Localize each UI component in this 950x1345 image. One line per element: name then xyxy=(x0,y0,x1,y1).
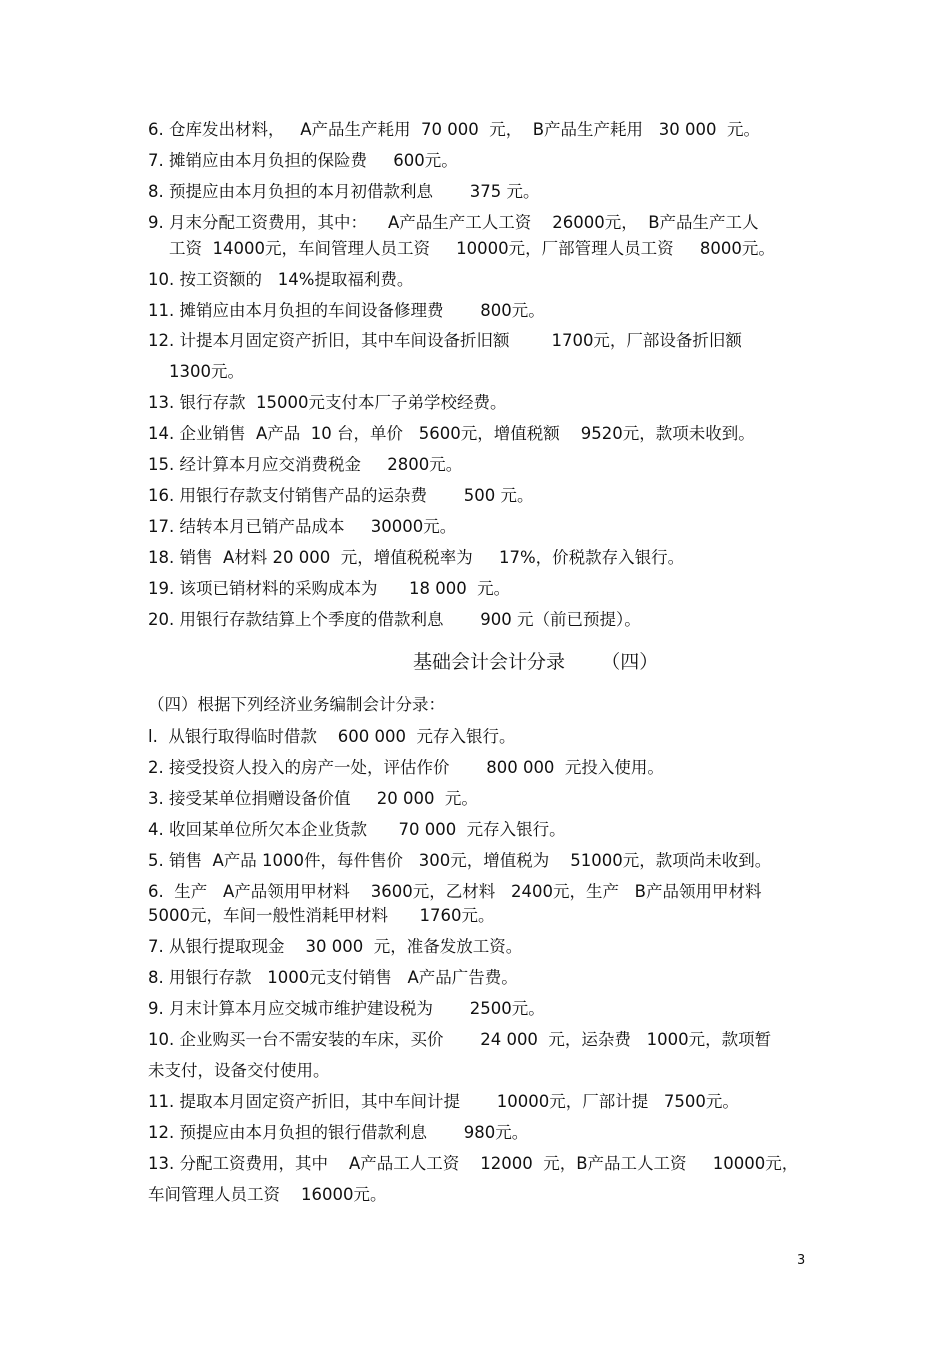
entry-line: 1300元。 xyxy=(148,362,244,381)
entry-line: 9. 月末计算本月应交城市维护建设税为 2500元。 xyxy=(148,999,545,1018)
entry-line: 未支付，设备交付使用。 xyxy=(148,1061,330,1080)
page-number: 3 xyxy=(797,1253,806,1268)
entry-line: 12. 计提本月固定资产折旧，其中车间设备折旧额 1700元，厂部设备折旧额 xyxy=(148,331,742,350)
entry-line: 9. 月末分配工资费用，其中： A产品生产工人工资 26000元， B产品生产工人 xyxy=(148,213,759,232)
entry-line: 16. 用银行存款支付销售产品的运杂费 500 元。 xyxy=(148,486,534,505)
entry-line: 15. 经计算本月应交消费税金 2800元。 xyxy=(148,455,463,474)
entry-line: 13. 银行存款 15000元支付本厂子弟学校经费。 xyxy=(148,393,507,412)
entry-line: l. 从银行取得临时借款 600 000 元存入银行。 xyxy=(148,727,516,746)
entry-line: 7. 从银行提取现金 30 000 元，准备发放工资。 xyxy=(148,937,523,956)
entry-line: 5. 销售 A产品 1000件，每件售价 300元，增值税为 51000元，款项尚未收到。 xyxy=(148,851,772,870)
section-title: 基础会计会计分录 （四） xyxy=(413,651,659,673)
entry-line: 20. 用银行存款结算上个季度的借款利息 900 元（前已预提）。 xyxy=(148,610,641,629)
entry-line: 工资 14000元，车间管理人员工资 10000元，厂部管理人员工资 8000元。 xyxy=(148,239,775,258)
entry-line: 18. 销售 A材料 20 000 元，增值税税率为 17%，价税款存入银行。 xyxy=(148,548,685,567)
entry-line: 10. 企业购买一台不需安装的车床，买价 24 000 元，运杂费 1000元，款项暂 xyxy=(148,1030,772,1049)
entry-line: 8. 预提应由本月负担的本月初借款利息 375 元。 xyxy=(148,182,540,201)
entry-line: 2. 接受投资人投入的房产一处，评估作价 800 000 元投入使用。 xyxy=(148,758,664,777)
entry-line: 3. 接受某单位捐赠设备价值 20 000 元。 xyxy=(148,789,478,808)
entry-line: 14. 企业销售 A产品 10 台，单价 5600元，增值税额 9520元，款项未收到。 xyxy=(148,424,755,443)
entry-line: 8. 用银行存款 1000元支付销售 A产品广告费。 xyxy=(148,968,518,987)
entry-line: 19. 该项已销材料的采购成本为 18 000 元。 xyxy=(148,579,511,598)
entry-line: 车间管理人员工资 16000元。 xyxy=(148,1185,387,1204)
entry-line: 7. 摊销应由本月负担的保险费 600元。 xyxy=(148,151,458,170)
entry-line: 10. 按工资额的 14%提取福利费。 xyxy=(148,270,414,289)
entry-line: 4. 收回某单位所欠本企业货款 70 000 元存入银行。 xyxy=(148,820,566,839)
entry-line: 6. 生产 A产品领用甲材料 3600元，乙材料 2400元，生产 B产品领用甲材料 xyxy=(148,882,762,901)
entry-line: 13. 分配工资费用，其中 A产品工人工资 12000 元，B产品工人工资 10000元， xyxy=(148,1154,799,1173)
entry-line: 5000元，车间一般性消耗甲材料 1760元。 xyxy=(148,906,495,925)
entry-line: 6. 仓库发出材料， A产品生产耗用 70 000 元， B产品生产耗用 30 000 元。 xyxy=(148,120,760,139)
entry-line: 11. 摊销应由本月负担的车间设备修理费 800元。 xyxy=(148,301,545,320)
entry-line: 11. 提取本月固定资产折旧，其中车间计提 10000元，厂部计提 7500元。 xyxy=(148,1092,739,1111)
section-intro: （四）根据下列经济业务编制会计分录： xyxy=(148,695,445,714)
entry-line: 12. 预提应由本月负担的银行借款利息 980元。 xyxy=(148,1123,529,1142)
entry-line: 17. 结转本月已销产品成本 30000元。 xyxy=(148,517,457,536)
